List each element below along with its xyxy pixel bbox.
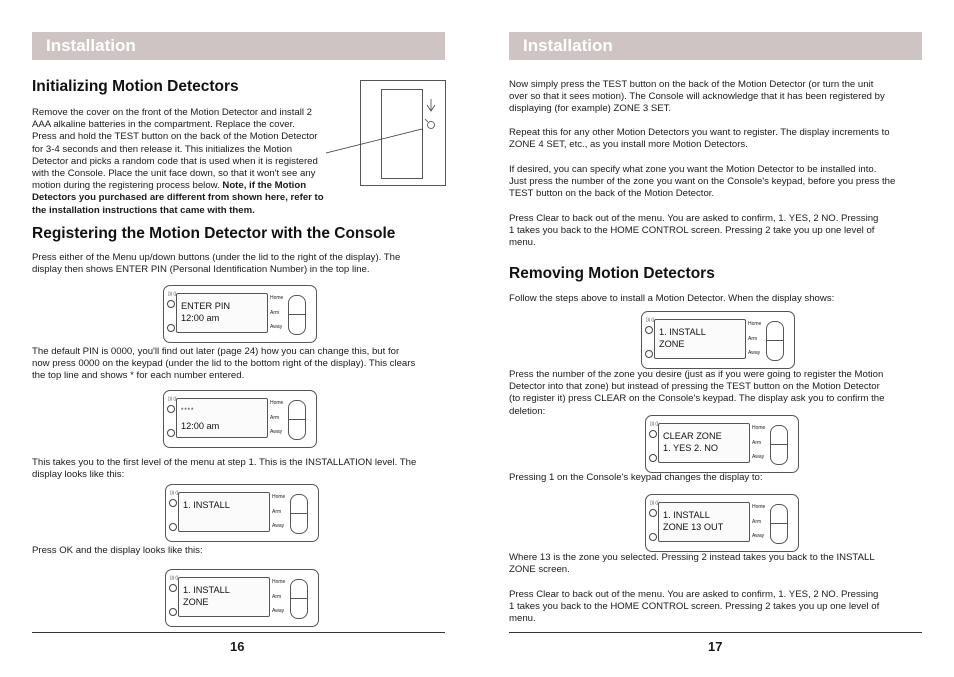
- console-display-install: ))) (( 1. INSTALL Home Arm Away: [165, 484, 319, 542]
- init-paragraph: Remove the cover on the front of the Motion Detector and install 2 AAA alkaline batteries in the compartment. Replace the cover. Press and hold the TEST button on the back of the Motion Detector for 3-4 seconds and then release it. This initializes the Motion Detector and picks a random code that is used when it is registered with the Console. Place the unit face down, so that it won't see any motion during the registering process below. Note, if the Motion Detectors you purchased are different from shown here, refer to the installation instructions that came with them.: [32, 107, 324, 216]
- console-display-enter-pin: ))) (( ENTER PIN 12:00 am Home Arm Away: [163, 285, 317, 343]
- page-number-right: 17: [708, 639, 723, 654]
- clear-paragraph: Press Clear to back out of the menu. You are asked to confirm, 1. YES, 2 NO. Pressing 1 takes you back to the HOME CONTROL screen. Pressing 2 take you up one level of menu.: [509, 213, 879, 249]
- console-display-clear-zone: ))) (( CLEAR ZONE 1. YES 2. NO Home Arm Away: [645, 415, 799, 473]
- register-paragraph: Press either of the Menu up/down buttons (under the lid to the right of the display). The display then shows ENTER PIN (Personal Identification Number) in the top line.: [32, 252, 401, 276]
- pressing1-paragraph: Pressing 1 on the Console's keypad changes the display to:: [509, 472, 763, 483]
- page-banner-left: Installation: [32, 32, 445, 60]
- page-banner-right: Installation: [509, 32, 922, 60]
- ok-paragraph: Press OK and the display looks like this:: [32, 545, 203, 556]
- console-display-install-zone-right: ))) (( 1. INSTALL ZONE Home Arm Away: [641, 311, 795, 369]
- repeat-paragraph: Repeat this for any other Motion Detectors you want to register. The display increments to ZONE 4 SET, etc., as you install more Motion Detectors.: [509, 127, 890, 151]
- console-display-zone-13-out: ))) (( 1. INSTALL ZONE 13 OUT Home Arm Away: [645, 494, 799, 552]
- page-number-left: 16: [230, 639, 245, 654]
- heading-registering: Registering the Motion Detector with the Console: [32, 225, 396, 242]
- zone-paragraph: If desired, you can specify what zone you want the Motion Detector to be installed into. Just press the number of the zone you want on the Console's keypad, before you press the TEST button on the back of the Motion Detector.: [509, 164, 896, 200]
- pin-paragraph: The default PIN is 0000, you'll find out later (page 24) how you can change this, but for now press 0000 on the keypad (under the lid to the bottom right of the display). This clears the top line and shows * for each number entered.: [32, 346, 416, 382]
- final-clear-paragraph: Press Clear to back out of the menu. You are asked to confirm, 1. YES, 2 NO. Pressing 1 takes you back to the HOME CONTROL screen. Pressing 2 takes you up one level of menu.: [509, 589, 880, 625]
- heading-initializing: Initializing Motion Detectors: [32, 78, 239, 95]
- where13-paragraph: Where 13 is the zone you selected. Pressing 2 instead takes you back to the INSTALL ZONE screen.: [509, 552, 875, 576]
- footer-rule-left: [32, 632, 445, 633]
- console-display-install-zone: ))) (( 1. INSTALL ZONE Home Arm Away: [165, 569, 319, 627]
- motion-detector-illustration: [360, 80, 446, 186]
- level-paragraph: This takes you to the first level of the menu at step 1. This is the INSTALLATION level. The display looks like this:: [32, 457, 417, 481]
- press-number-paragraph: Press the number of the zone you desire (just as if you were going to register the Motion Detector into that zone) but instead of pressing the TEST button on the Motion Detector (to register it) press CLEAR on the Console's keypad. The display ask you to confirm the deletion:: [509, 369, 885, 417]
- footer-rule-right: [509, 632, 922, 633]
- test-paragraph: Now simply press the TEST button on the back of the Motion Detector (or turn the unit over so that it sees motion). The Console will acknowledge that it has been registered by displaying (for example) ZONE 3 SET.: [509, 79, 885, 115]
- console-display-pin-stars: ))) (( **** 12:00 am Home Arm Away: [163, 390, 317, 448]
- heading-removing: Removing Motion Detectors: [509, 265, 715, 282]
- follow-paragraph: Follow the steps above to install a Motion Detector. When the display shows:: [509, 293, 835, 304]
